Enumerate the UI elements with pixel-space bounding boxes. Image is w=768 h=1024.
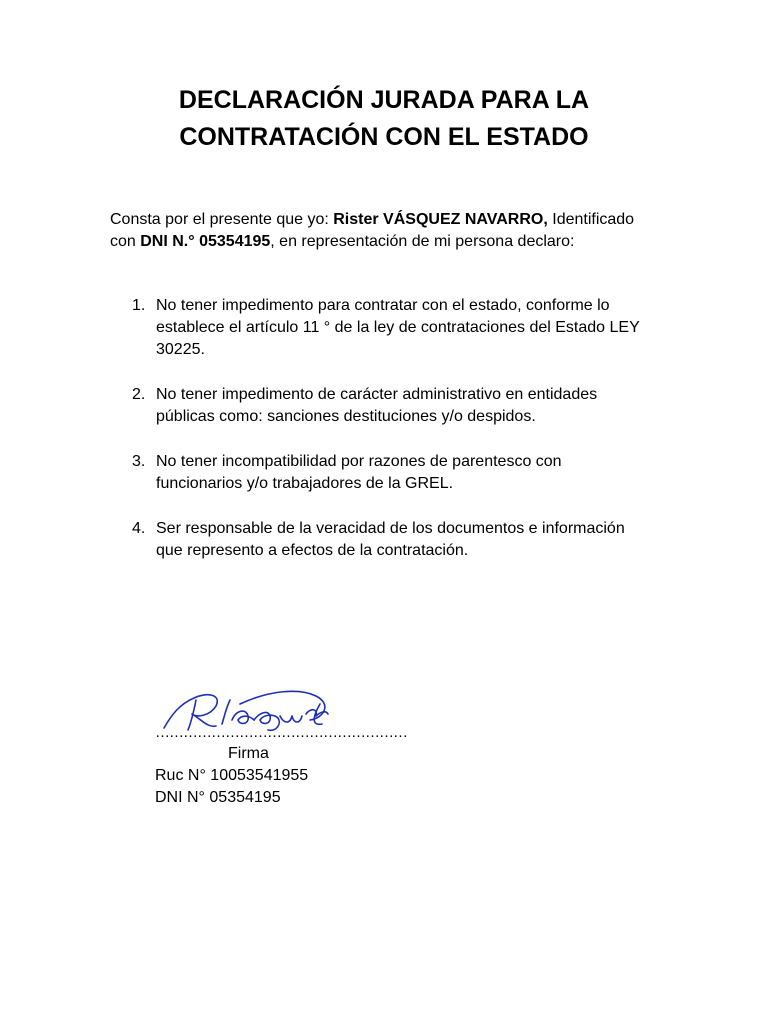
item-line: No tener impedimento para contratar con el estado, conforme lo: [156, 297, 610, 314]
list-item: [110, 451, 670, 495]
item-line: establece el artículo 11 ° de la ley de contrataciones del Estado LEY: [156, 319, 640, 336]
dni-number: DNI N° 05354195: [155, 789, 281, 806]
declaration-list: [110, 295, 670, 585]
title-line-1: DECLARACIÓN JURADA PARA LA: [178, 86, 590, 114]
ruc-number: Ruc N° 10053541955: [155, 767, 309, 784]
item-line: Ser responsable de la veracidad de los documentos e información: [156, 520, 625, 537]
signature-label: Firma: [228, 745, 269, 762]
intro-paragraph: [110, 209, 670, 253]
item-line: que represento a efectos de la contratación.: [156, 542, 469, 559]
list-item: [110, 518, 670, 562]
intro-middle-1: Identificado: [547, 211, 635, 228]
list-item: [110, 295, 670, 361]
intro-prefix: Consta por el presente que yo:: [110, 211, 334, 228]
item-line: públicas como: sanciones destituciones y/o despidos.: [156, 408, 536, 425]
document-title: [0, 82, 768, 156]
item-number: 3.: [132, 453, 146, 470]
item-number: 1.: [132, 297, 146, 314]
item-line: 30225.: [156, 341, 205, 358]
declarant-dni: DNI N.° 05354195: [140, 233, 271, 250]
item-line: No tener incompatibilidad por razones de parentesco con: [156, 453, 562, 470]
signature-line: ………………………………………………: [155, 724, 407, 741]
item-number: 2.: [132, 386, 146, 403]
item-line: funcionarios y/o trabajadores de la GREL.: [156, 475, 454, 492]
declarant-name: Rister VÁSQUEZ NAVARRO,: [333, 211, 548, 228]
item-number: 4.: [132, 520, 146, 537]
intro-middle-2: con: [110, 233, 141, 250]
list-item: [110, 384, 670, 428]
intro-suffix: , en representación de mi persona declaro:: [270, 233, 575, 250]
item-line: No tener impedimento de carácter administrativo en entidades: [156, 386, 598, 403]
title-line-2: CONTRATACIÓN CON EL ESTADO: [179, 123, 589, 151]
